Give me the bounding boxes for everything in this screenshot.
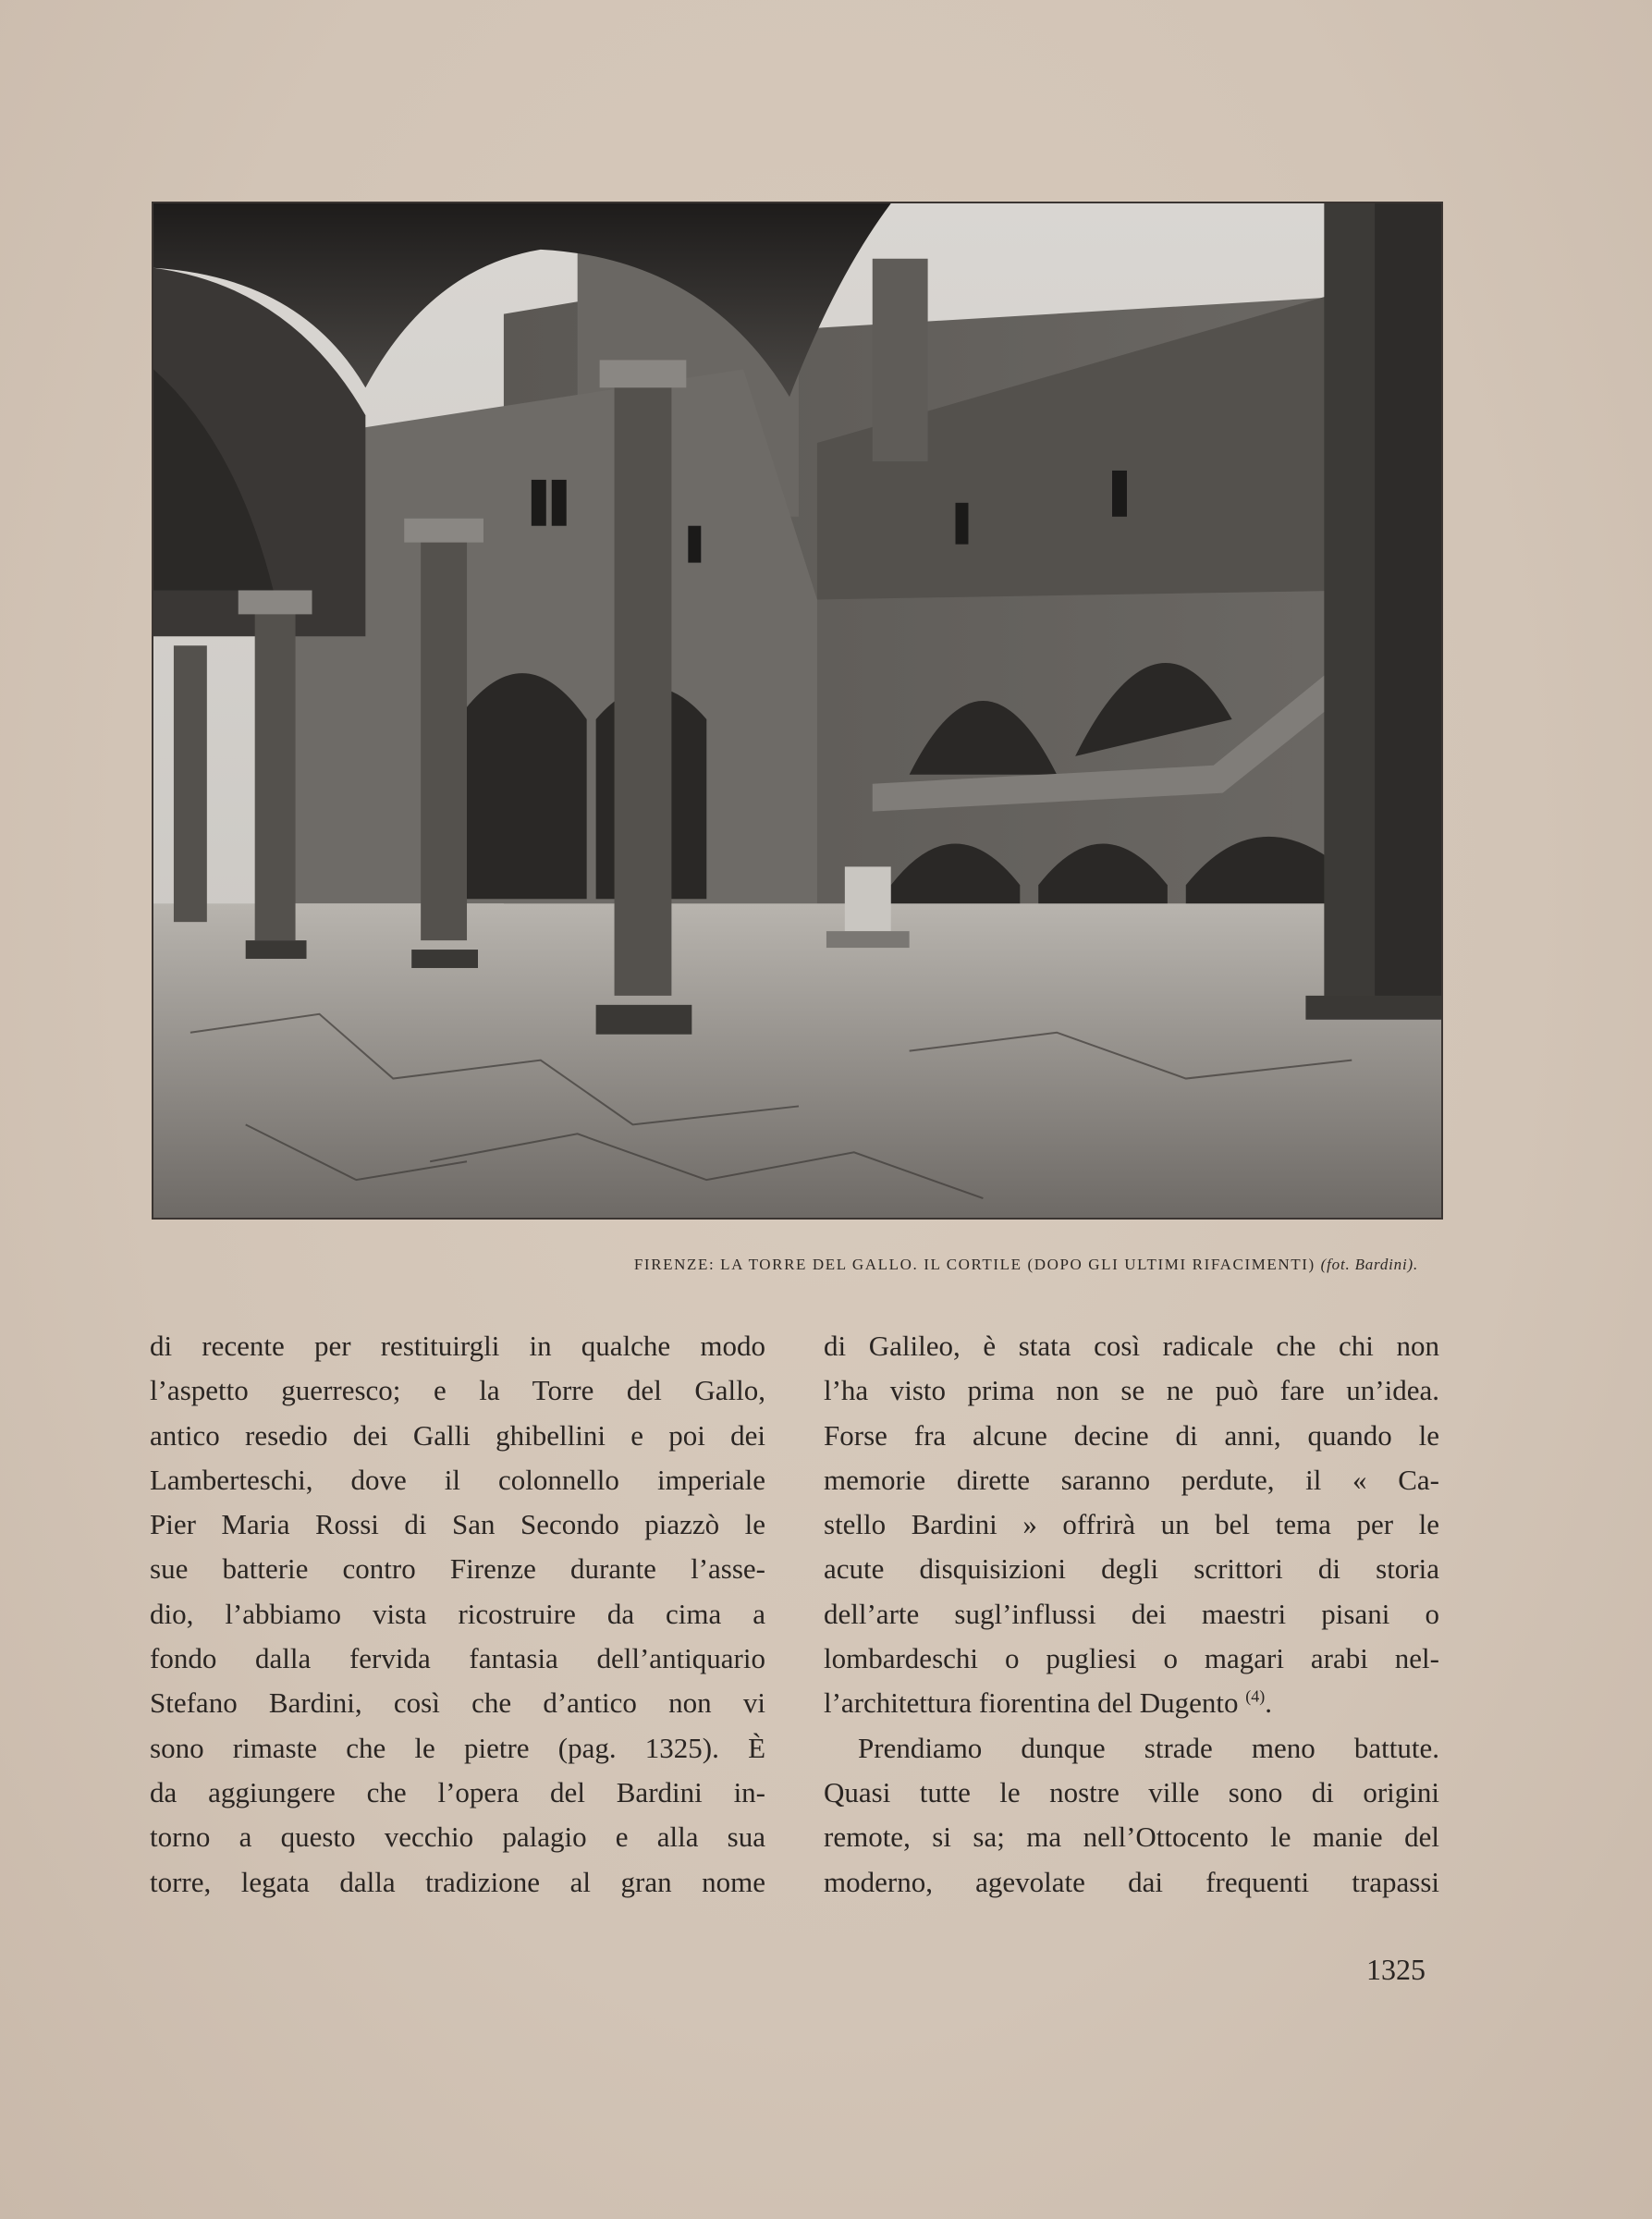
caption-credit: (fot. Bardini). — [1320, 1256, 1418, 1273]
text-line: da aggiungere che l’opera del Bardini in- — [150, 1775, 765, 1808]
text-line: Stefano Bardini, così che d’antico non vi — [150, 1686, 765, 1720]
text-line: Quasi tutte le nostre ville sono di origini — [824, 1775, 1439, 1808]
text-line: di Galileo, è stata così radicale che chi non — [824, 1330, 1439, 1362]
text-line: di recente per restituirgli in qualche modo — [150, 1330, 765, 1362]
courtyard-photo-icon — [153, 203, 1441, 1218]
photo-caption — [152, 1256, 1418, 1274]
text-line: torno a questo vecchio palagio e alla sua — [150, 1821, 765, 1854]
text-line: Prendiamo dunque strade meno battute. — [858, 1731, 1439, 1764]
text-line: dell’arte sugl’influssi dei maestri pisani o — [824, 1597, 1439, 1630]
text-line: l’architettura fiorentina del Dugento — [824, 1686, 1239, 1720]
left-text-column — [150, 1324, 765, 1905]
text-line: lombardeschi o pugliesi o magari arabi nel- — [824, 1642, 1439, 1675]
text-line: sono rimaste che le pietre (pag. 1325). È — [150, 1731, 765, 1764]
right-text-column — [824, 1324, 1439, 1905]
caption-text: FIRENZE: LA TORRE DEL GALLO. IL CORTILE (DOPO GLI ULTIMI RIFACIMENTI) — [633, 1256, 1315, 1273]
text-line: acute disquisizioni degli scrittori di storia — [824, 1552, 1439, 1586]
text-line: l’ha visto prima non se ne può fare un’idea. — [824, 1374, 1439, 1407]
text-line: sue batterie contro Firenze durante l’asse- — [150, 1552, 765, 1586]
courtyard-photograph — [152, 202, 1443, 1220]
text-line: Lamberteschi, dove il colonnello imperiale — [150, 1463, 765, 1496]
footnote-reference: (4) — [1245, 1687, 1266, 1707]
footnote-tail: . — [1265, 1686, 1272, 1720]
text-line: torre, legata dalla tradizione al gran nome — [150, 1865, 765, 1898]
text-line-with-footnote — [824, 1681, 1439, 1725]
text-line: Pier Maria Rossi di San Secondo piazzò le — [150, 1508, 765, 1541]
page-number: 1325 — [1366, 1953, 1426, 1986]
text-line: moderno, agevolate dai frequenti trapassi — [824, 1865, 1439, 1898]
text-line: stello Bardini » offrirà un bel tema per le — [824, 1508, 1439, 1541]
text-line: l’aspetto guerresco; e la Torre del Gallo, — [150, 1374, 765, 1407]
text-line: fondo dalla fervida fantasia dell’antiquario — [150, 1642, 765, 1675]
text-line: memorie dirette saranno perdute, il « Ca- — [824, 1463, 1439, 1496]
text-line: dio, l’abbiamo vista ricostruire da cima a — [150, 1597, 765, 1630]
text-line: antico resedio dei Galli ghibellini e poi dei — [150, 1418, 765, 1452]
text-line: Forse fra alcune decine di anni, quando le — [824, 1418, 1439, 1452]
text-line: remote, si sa; ma nell’Ottocento le manie del — [824, 1821, 1439, 1854]
